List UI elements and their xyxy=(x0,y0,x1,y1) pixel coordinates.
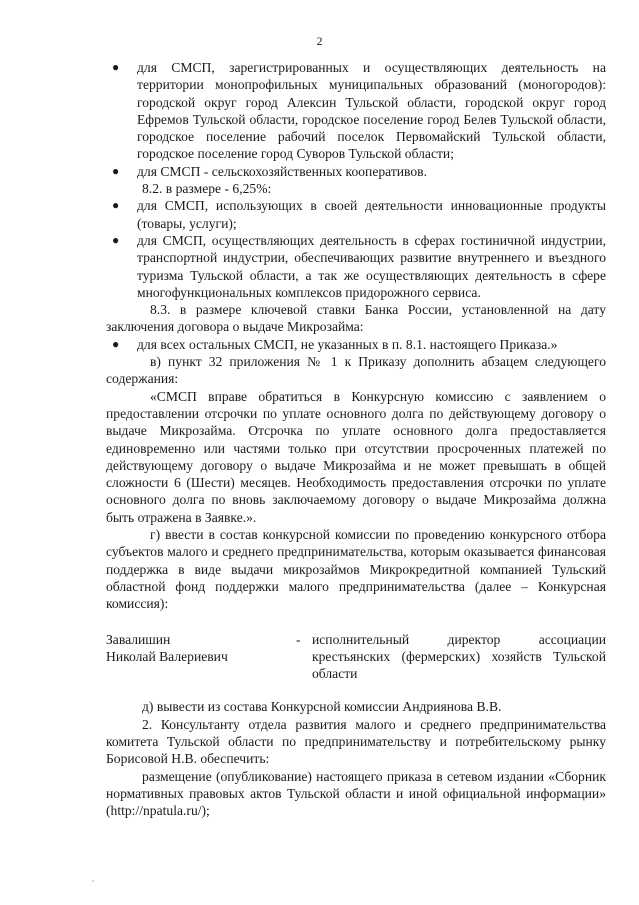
paragraph-d: д) вывести из состава Конкурсной комиссии Андриянова В.В. xyxy=(142,699,502,715)
paragraph-8-3: 8.3. в размере ключевой ставки Банка России, установленной на дату заключения договора о выдаче Микрозайма: xyxy=(106,302,606,335)
member-dash: - xyxy=(296,631,301,647)
bullet-icon: ● xyxy=(112,336,120,351)
member-name xyxy=(106,631,296,683)
paragraph-2: 2. Консультанту отдела развития малого и среднего предпринимательства комитета Тульской области по предпринимательству и потребительскому рынку Борисовой Н.В. обеспечить: xyxy=(106,716,606,767)
list-item xyxy=(106,59,606,163)
paragraph-g: г) ввести в состав конкурсной комиссии по проведению конкурсного отбора субъектов малого и среднего предпринимательства, которым оказывается финансовая поддержка в виде выдачи микрозаймов Микрокредитной компанией Тульский областной фонд поддержки малого предпринимательства (далее – Конкурсная комиссия): xyxy=(106,527,606,612)
bullet-icon: ● xyxy=(112,60,120,74)
member-surname: Завалишин xyxy=(106,631,171,647)
document-body xyxy=(106,59,606,819)
paragraph-v: в) пункт 32 приложения № 1 к Приказу дополнить абзацем следующего содержания: xyxy=(106,354,606,387)
paragraph-8-2: 8.2. в размере - 6,25%: xyxy=(142,181,272,197)
list-item xyxy=(106,163,606,180)
bullet-icon: ● xyxy=(112,198,120,213)
member-role: исполнительный директор ассоциации крестьянских (фермерских) хозяйств Тульской области xyxy=(312,631,606,682)
list-item xyxy=(106,197,606,232)
list-item-text: для СМСП - сельскохозяйственных кооперативов. xyxy=(137,163,427,179)
commission-member xyxy=(106,631,606,683)
quoted-paragraph: «СМСП вправе обратиться в Конкурсную комиссию с заявлением о предоставлении отсрочки по уплате основного долга по действующему договору о выдаче Микрозайма. Отсрочка по уплате основного долга предоставляется единовременно или частями только при отсутствии просроченных платежей по действующему договору о выдаче Микрозайма и не может превышать в общей сложности 6 (Шести) месяцев. Необходимость предоставления отсрочки по уплате основного долга по вновь заключаемому договору о выдаче Микрозайма должна быть отражена в Заявке.». xyxy=(106,388,606,525)
list-item-text: для СМСП, использующих в своей деятельности инновационные продукты (товары, услуги); xyxy=(137,198,606,231)
list-item-text: для СМСП, зарегистрированных и осуществляющих деятельность на территории монопрофильных муниципальных образований (моногородов): городской округ город Алексин Тульской области, городской округ город Ефремов Тульской области, городское поселение город Белев Тульской области, городское поселение рабочий поселок Первомайский Тульской области, городское поселение город Суворов Тульской области; xyxy=(137,60,606,162)
scan-speck xyxy=(92,880,94,882)
list-item-text: для СМСП, осуществляющих деятельность в сферах гостиничной индустрии, транспортной индустрии, обеспечивающих развитие внутреннего и въездного туризма Тульской области, а так же осуществляющих деятельность в сфере многофункциональных комплексов придорожного сервиса. xyxy=(137,232,606,300)
list-item xyxy=(106,336,606,353)
paragraph-publication: размещение (опубликование) настоящего приказа в сетевом издании «Сборник нормативных правовых актов Тульской области и иной официальной информации» (http://npatula.ru/); xyxy=(106,768,606,819)
bullet-icon: ● xyxy=(112,163,120,178)
list-item xyxy=(106,232,606,301)
member-given-name: Николай Валериевич xyxy=(106,648,228,664)
page-number: 2 xyxy=(316,34,323,48)
bullet-icon: ● xyxy=(112,232,120,247)
list-item-text: для всех остальных СМСП, не указанных в п. 8.1. настоящего Приказа.» xyxy=(137,336,558,352)
